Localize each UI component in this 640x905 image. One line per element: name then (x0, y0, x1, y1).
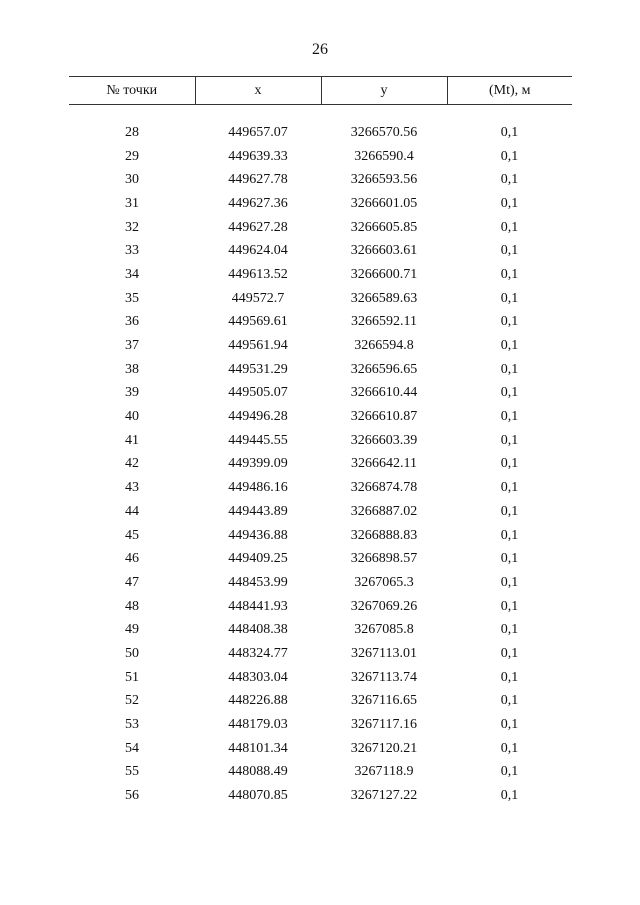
cell-point-number: 47 (125, 574, 139, 590)
cell-x: 449445.55 (228, 432, 288, 448)
cell-point-number: 55 (125, 764, 139, 780)
cell-mt: 0,1 (500, 124, 519, 140)
cell-mt: 0,1 (500, 551, 519, 567)
cell-mt: 0,1 (500, 243, 519, 259)
cell-mt: 0,1 (500, 432, 519, 448)
cell-y: 3266605.85 (350, 219, 418, 235)
cell-y: 3267085.8 (354, 622, 414, 638)
cell-mt: 0,1 (500, 527, 519, 543)
cell-mt: 0,1 (500, 219, 519, 235)
cell-point-number: 53 (125, 717, 139, 733)
cell-x: 449505.07 (228, 385, 288, 401)
cell-x: 449627.28 (228, 219, 288, 235)
cell-x: 449613.52 (228, 266, 288, 282)
cell-y: 3266610.44 (350, 385, 418, 401)
table-row (69, 713, 572, 737)
coordinates-table (69, 76, 572, 808)
table-row (69, 311, 572, 335)
cell-y: 3267127.22 (350, 788, 418, 804)
table-row (69, 761, 572, 785)
cell-mt: 0,1 (500, 456, 519, 472)
cell-x: 448088.49 (228, 764, 288, 780)
header-y: y (321, 77, 447, 105)
cell-point-number: 40 (125, 409, 139, 425)
cell-y: 3267113.01 (351, 645, 417, 661)
cell-y: 3266570.56 (350, 124, 418, 140)
cell-point-number: 48 (125, 598, 139, 614)
table-row (69, 405, 572, 429)
table-row (69, 192, 572, 216)
cell-point-number: 44 (125, 503, 139, 519)
table-row (69, 690, 572, 714)
table-row (69, 453, 572, 477)
cell-y: 3267065.3 (354, 574, 414, 590)
cell-point-number: 34 (125, 266, 139, 282)
cell-x: 449409.25 (228, 551, 288, 567)
cell-point-number: 30 (125, 172, 139, 188)
table-row (69, 784, 572, 808)
cell-y: 3266601.05 (350, 195, 418, 211)
cell-x: 449627.78 (228, 172, 288, 188)
table-row (69, 737, 572, 761)
cell-x: 449399.09 (228, 456, 288, 472)
cell-y: 3266603.39 (350, 432, 418, 448)
cell-y: 3266600.71 (350, 266, 418, 282)
cell-point-number: 36 (125, 314, 139, 330)
cell-point-number: 45 (125, 527, 139, 543)
cell-x: 448303.04 (228, 669, 288, 685)
cell-y: 3267117.16 (351, 717, 417, 733)
page-number: 26 (312, 41, 328, 58)
cell-mt: 0,1 (500, 669, 519, 685)
table-row (69, 382, 572, 406)
table-row (69, 571, 572, 595)
table-row (69, 263, 572, 287)
cell-mt: 0,1 (500, 503, 519, 519)
cell-x: 448101.34 (228, 740, 288, 756)
cell-y: 3266888.83 (350, 527, 418, 543)
table-body (69, 105, 572, 808)
cell-mt: 0,1 (500, 290, 519, 306)
cell-y: 3266593.56 (350, 172, 418, 188)
table-row (69, 666, 572, 690)
cell-x: 449639.33 (228, 148, 288, 164)
cell-x: 449443.89 (228, 503, 288, 519)
cell-point-number: 49 (125, 622, 139, 638)
cell-point-number: 28 (125, 124, 139, 140)
cell-mt: 0,1 (500, 764, 519, 780)
cell-y: 3267116.65 (351, 693, 417, 709)
cell-y: 3266642.11 (351, 456, 417, 472)
cell-mt: 0,1 (500, 314, 519, 330)
cell-mt: 0,1 (500, 622, 519, 638)
cell-point-number: 38 (125, 361, 139, 377)
header-spacer (69, 105, 572, 122)
cell-mt: 0,1 (500, 740, 519, 756)
table-row (69, 595, 572, 619)
table-row (69, 334, 572, 358)
table-row (69, 145, 572, 169)
table-row (69, 121, 572, 145)
cell-x: 448324.77 (228, 645, 288, 661)
cell-mt: 0,1 (500, 266, 519, 282)
cell-point-number: 35 (125, 290, 139, 306)
table-row (69, 476, 572, 500)
cell-x: 448179.03 (228, 717, 288, 733)
cell-mt: 0,1 (500, 693, 519, 709)
cell-point-number: 42 (125, 456, 139, 472)
cell-x: 448408.38 (228, 622, 288, 638)
cell-x: 449561.94 (228, 338, 288, 354)
cell-y: 3266887.02 (350, 503, 418, 519)
table-row (69, 618, 572, 642)
cell-mt: 0,1 (500, 195, 519, 211)
cell-mt: 0,1 (500, 788, 519, 804)
cell-x: 449569.61 (228, 314, 288, 330)
cell-point-number: 46 (125, 551, 139, 567)
table-row (69, 216, 572, 240)
cell-mt: 0,1 (500, 148, 519, 164)
table-row (69, 642, 572, 666)
table-row (69, 429, 572, 453)
cell-point-number: 54 (125, 740, 139, 756)
cell-x: 449627.36 (228, 195, 288, 211)
cell-mt: 0,1 (500, 409, 519, 425)
table-row (69, 168, 572, 192)
cell-y: 3266594.8 (354, 338, 414, 354)
table-row (69, 524, 572, 548)
cell-point-number: 39 (125, 385, 139, 401)
cell-point-number: 50 (125, 645, 139, 661)
cell-mt: 0,1 (500, 717, 519, 733)
cell-x: 449572.7 (231, 290, 285, 306)
header-mt: (Mt), м (447, 77, 572, 105)
cell-point-number: 43 (125, 480, 139, 496)
cell-mt: 0,1 (500, 645, 519, 661)
cell-point-number: 32 (125, 219, 139, 235)
cell-mt: 0,1 (500, 385, 519, 401)
cell-point-number: 51 (125, 669, 139, 685)
cell-mt: 0,1 (500, 172, 519, 188)
table-row (69, 358, 572, 382)
cell-y: 3266610.87 (350, 409, 418, 425)
header-row (69, 77, 572, 105)
table-header (69, 77, 572, 105)
cell-y: 3266603.61 (350, 243, 418, 259)
cell-mt: 0,1 (500, 480, 519, 496)
cell-y: 3266589.63 (350, 290, 418, 306)
cell-y: 3267118.9 (354, 764, 414, 780)
cell-y: 3266898.57 (350, 551, 418, 567)
cell-point-number: 41 (125, 432, 139, 448)
cell-y: 3266592.11 (351, 314, 417, 330)
cell-point-number: 52 (125, 693, 139, 709)
cell-point-number: 33 (125, 243, 139, 259)
cell-y: 3266596.65 (350, 361, 418, 377)
table-row (69, 287, 572, 311)
cell-y: 3266590.4 (354, 148, 414, 164)
spacer-cell (69, 105, 572, 122)
cell-point-number: 56 (125, 788, 139, 804)
cell-y: 3267120.21 (350, 740, 418, 756)
table-row (69, 239, 572, 263)
cell-point-number: 29 (125, 148, 139, 164)
cell-y: 3267113.74 (351, 669, 417, 685)
cell-y: 3266874.78 (350, 480, 418, 496)
cell-x: 449531.29 (228, 361, 288, 377)
cell-mt: 0,1 (500, 338, 519, 354)
header-x: x (195, 77, 321, 105)
cell-x: 448453.99 (228, 574, 288, 590)
table-row (69, 500, 572, 524)
cell-x: 449486.16 (228, 480, 288, 496)
header-point-number: № точки (69, 77, 195, 105)
table-row (69, 547, 572, 571)
cell-x: 449496.28 (228, 409, 288, 425)
cell-point-number: 37 (125, 338, 139, 354)
cell-point-number: 31 (125, 195, 139, 211)
cell-x: 449657.07 (228, 124, 288, 140)
cell-x: 448441.93 (228, 598, 288, 614)
cell-mt: 0,1 (500, 574, 519, 590)
cell-x: 449624.04 (228, 243, 288, 259)
cell-x: 448226.88 (228, 693, 288, 709)
cell-y: 3267069.26 (350, 598, 418, 614)
cell-x: 448070.85 (228, 788, 288, 804)
cell-mt: 0,1 (500, 361, 519, 377)
cell-x: 449436.88 (228, 527, 288, 543)
cell-mt: 0,1 (500, 598, 519, 614)
